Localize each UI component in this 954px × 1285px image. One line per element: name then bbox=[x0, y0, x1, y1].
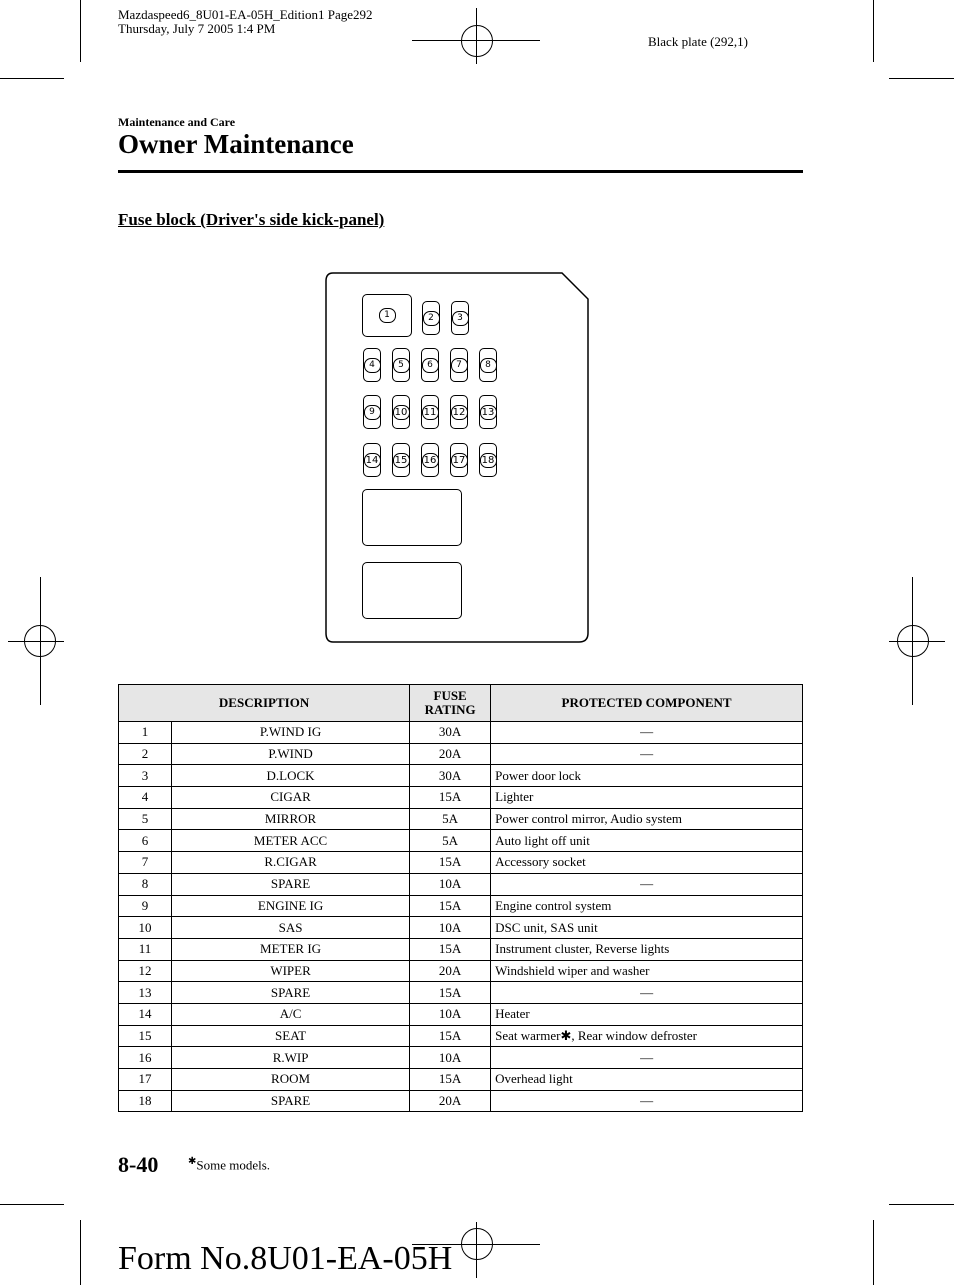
fuse-number-label: 18 bbox=[480, 453, 497, 468]
fuse-number-label: 5 bbox=[393, 358, 410, 373]
table-row bbox=[119, 743, 803, 765]
table-row bbox=[119, 1047, 803, 1069]
fuse-number-label: 11 bbox=[422, 405, 439, 420]
table-row bbox=[119, 982, 803, 1004]
col-header-rating-line1: FUSE bbox=[433, 688, 467, 703]
print-header-line1: Mazdaspeed6_8U01-EA-05H_Edition1 Page292 bbox=[118, 7, 373, 22]
cell-fuse-rating: 10A bbox=[410, 917, 491, 939]
cell-fuse-rating: 10A bbox=[410, 873, 491, 895]
table-row bbox=[119, 765, 803, 787]
cell-description: WIPER bbox=[172, 960, 410, 982]
plate-label: Black plate (292,1) bbox=[648, 34, 748, 49]
crop-mark bbox=[873, 0, 874, 62]
fuse-number-label: 4 bbox=[364, 358, 381, 373]
cell-fuse-number: 1 bbox=[119, 722, 172, 744]
crop-mark bbox=[873, 1220, 874, 1285]
fuse-number-label: 10 bbox=[393, 405, 410, 420]
relay-block-upper bbox=[362, 489, 462, 546]
cell-protected-component: — bbox=[491, 743, 803, 765]
cell-fuse-number: 7 bbox=[119, 852, 172, 874]
col-header-fuse-rating bbox=[410, 685, 491, 722]
fuse-slot-2 bbox=[422, 301, 440, 335]
cell-description: METER ACC bbox=[172, 830, 410, 852]
cell-fuse-number: 12 bbox=[119, 960, 172, 982]
crop-mark bbox=[0, 78, 64, 79]
form-number: Form No.8U01-EA-05H bbox=[118, 1240, 453, 1277]
cell-fuse-number: 15 bbox=[119, 1025, 172, 1047]
relay-block-lower bbox=[362, 562, 462, 619]
cell-fuse-number: 5 bbox=[119, 808, 172, 830]
cell-protected-component: — bbox=[491, 722, 803, 744]
cell-description: CIGAR bbox=[172, 787, 410, 809]
fuse-slot-16 bbox=[421, 443, 439, 477]
cell-protected-component: Lighter bbox=[491, 787, 803, 809]
cell-fuse-number: 8 bbox=[119, 873, 172, 895]
fuse-slot-8 bbox=[479, 348, 497, 382]
cell-description: MIRROR bbox=[172, 808, 410, 830]
crop-mark bbox=[80, 0, 81, 62]
cell-fuse-number: 13 bbox=[119, 982, 172, 1004]
cell-description: R.CIGAR bbox=[172, 852, 410, 874]
cell-description: SAS bbox=[172, 917, 410, 939]
cell-fuse-number: 6 bbox=[119, 830, 172, 852]
cell-description: SPARE bbox=[172, 982, 410, 1004]
fuse-block-heading: Fuse block (Driver's side kick-panel) bbox=[118, 210, 385, 229]
col-header-description: DESCRIPTION bbox=[119, 685, 410, 722]
cell-fuse-rating: 10A bbox=[410, 1003, 491, 1025]
cell-fuse-number: 4 bbox=[119, 787, 172, 809]
cell-fuse-number: 9 bbox=[119, 895, 172, 917]
table-row bbox=[119, 1025, 803, 1047]
cell-fuse-rating: 10A bbox=[410, 1047, 491, 1069]
cell-description: R.WIP bbox=[172, 1047, 410, 1069]
fuse-table bbox=[118, 684, 803, 1112]
fuse-slot-10 bbox=[392, 395, 410, 429]
fuse-number-label: 1 bbox=[379, 308, 396, 323]
cell-description: A/C bbox=[172, 1003, 410, 1025]
fuse-slot-6 bbox=[421, 348, 439, 382]
cell-fuse-rating: 15A bbox=[410, 787, 491, 809]
fuse-slot-12 bbox=[450, 395, 468, 429]
table-row bbox=[119, 873, 803, 895]
footnote-mark: ✱ bbox=[188, 1156, 197, 1167]
cell-fuse-rating: 15A bbox=[410, 982, 491, 1004]
fuse-number-label: 8 bbox=[480, 358, 497, 373]
table-row bbox=[119, 787, 803, 809]
fuse-number-label: 14 bbox=[364, 453, 381, 468]
table-row bbox=[119, 938, 803, 960]
footnote-text: Some models. bbox=[196, 1157, 271, 1173]
section-label: Maintenance and Care bbox=[118, 115, 236, 129]
fuse-slot-4 bbox=[363, 348, 381, 382]
fuse-block-diagram bbox=[325, 272, 589, 643]
crop-mark bbox=[889, 1204, 954, 1205]
print-header-line2: Thursday, July 7 2005 1:4 PM bbox=[118, 21, 276, 36]
cell-description: P.WIND bbox=[172, 743, 410, 765]
cell-fuse-rating: 5A bbox=[410, 830, 491, 852]
footnote bbox=[188, 1156, 270, 1173]
fuse-number-label: 16 bbox=[422, 453, 439, 468]
cell-fuse-rating: 20A bbox=[410, 960, 491, 982]
cell-fuse-number: 18 bbox=[119, 1090, 172, 1112]
table-row bbox=[119, 895, 803, 917]
cell-fuse-rating: 30A bbox=[410, 765, 491, 787]
cell-protected-component: Accessory socket bbox=[491, 852, 803, 874]
fuse-number-label: 15 bbox=[393, 453, 410, 468]
cell-fuse-rating: 15A bbox=[410, 1069, 491, 1091]
cell-description: P.WIND IG bbox=[172, 722, 410, 744]
cell-protected-component: Power control mirror, Audio system bbox=[491, 808, 803, 830]
cell-fuse-number: 10 bbox=[119, 917, 172, 939]
table-row bbox=[119, 1090, 803, 1112]
fuse-slot-15 bbox=[392, 443, 410, 477]
cell-protected-component: Seat warmer✱, Rear window defroster bbox=[491, 1025, 803, 1047]
cell-description: SEAT bbox=[172, 1025, 410, 1047]
cell-fuse-rating: 15A bbox=[410, 1025, 491, 1047]
table-header-row bbox=[119, 685, 803, 722]
cell-fuse-number: 11 bbox=[119, 938, 172, 960]
fuse-number-label: 3 bbox=[452, 311, 469, 326]
crop-mark bbox=[889, 78, 954, 79]
table-row bbox=[119, 722, 803, 744]
table-row bbox=[119, 960, 803, 982]
cell-description: ROOM bbox=[172, 1069, 410, 1091]
cell-protected-component: Instrument cluster, Reverse lights bbox=[491, 938, 803, 960]
cell-protected-component: Heater bbox=[491, 1003, 803, 1025]
fuse-number-label: 17 bbox=[451, 453, 468, 468]
cell-fuse-rating: 15A bbox=[410, 895, 491, 917]
cell-protected-component: Windshield wiper and washer bbox=[491, 960, 803, 982]
cell-description: SPARE bbox=[172, 873, 410, 895]
cell-fuse-rating: 15A bbox=[410, 938, 491, 960]
fuse-slot-18 bbox=[479, 443, 497, 477]
fuse-slot-11 bbox=[421, 395, 439, 429]
fuse-slot-13 bbox=[479, 395, 497, 429]
col-header-protected-component: PROTECTED COMPONENT bbox=[491, 685, 803, 722]
cell-fuse-rating: 5A bbox=[410, 808, 491, 830]
fuse-number-label: 6 bbox=[422, 358, 439, 373]
cell-description: ENGINE IG bbox=[172, 895, 410, 917]
cell-protected-component: Power door lock bbox=[491, 765, 803, 787]
cell-protected-component: Auto light off unit bbox=[491, 830, 803, 852]
fuse-number-label: 7 bbox=[451, 358, 468, 373]
crop-mark bbox=[80, 1220, 81, 1285]
col-header-rating-line2: RATING bbox=[424, 702, 476, 717]
fuse-slot-17 bbox=[450, 443, 468, 477]
table-row bbox=[119, 1003, 803, 1025]
cell-protected-component: Engine control system bbox=[491, 895, 803, 917]
cell-protected-component: DSC unit, SAS unit bbox=[491, 917, 803, 939]
fuse-slot-7 bbox=[450, 348, 468, 382]
fuse-slot-14 bbox=[363, 443, 381, 477]
cell-protected-component: Overhead light bbox=[491, 1069, 803, 1091]
table-row bbox=[119, 830, 803, 852]
table-row bbox=[119, 852, 803, 874]
cell-fuse-rating: 15A bbox=[410, 852, 491, 874]
print-header bbox=[118, 8, 373, 36]
fuse-number-label: 9 bbox=[364, 405, 381, 420]
table-row bbox=[119, 1069, 803, 1091]
fuse-slot-1 bbox=[362, 294, 412, 337]
cell-fuse-rating: 20A bbox=[410, 1090, 491, 1112]
table-row bbox=[119, 808, 803, 830]
cell-description: METER IG bbox=[172, 938, 410, 960]
cell-fuse-number: 2 bbox=[119, 743, 172, 765]
fuse-slot-3 bbox=[451, 301, 469, 335]
fuse-number-label: 13 bbox=[480, 405, 497, 420]
cell-fuse-rating: 20A bbox=[410, 743, 491, 765]
cell-fuse-number: 17 bbox=[119, 1069, 172, 1091]
cell-protected-component: — bbox=[491, 1047, 803, 1069]
cell-fuse-number: 3 bbox=[119, 765, 172, 787]
page-title: Owner Maintenance bbox=[118, 129, 354, 159]
cell-fuse-number: 16 bbox=[119, 1047, 172, 1069]
fuse-number-label: 12 bbox=[451, 405, 468, 420]
fuse-number-label: 2 bbox=[423, 311, 440, 326]
title-rule bbox=[118, 170, 803, 173]
cell-fuse-number: 14 bbox=[119, 1003, 172, 1025]
cell-protected-component: — bbox=[491, 873, 803, 895]
table-row bbox=[119, 917, 803, 939]
fuse-slot-5 bbox=[392, 348, 410, 382]
page-number: 8-40 bbox=[118, 1152, 159, 1177]
cell-description: SPARE bbox=[172, 1090, 410, 1112]
cell-fuse-rating: 30A bbox=[410, 722, 491, 744]
cell-description: D.LOCK bbox=[172, 765, 410, 787]
cell-protected-component: — bbox=[491, 1090, 803, 1112]
fuse-slot-9 bbox=[363, 395, 381, 429]
cell-protected-component: — bbox=[491, 982, 803, 1004]
crop-mark bbox=[0, 1204, 64, 1205]
